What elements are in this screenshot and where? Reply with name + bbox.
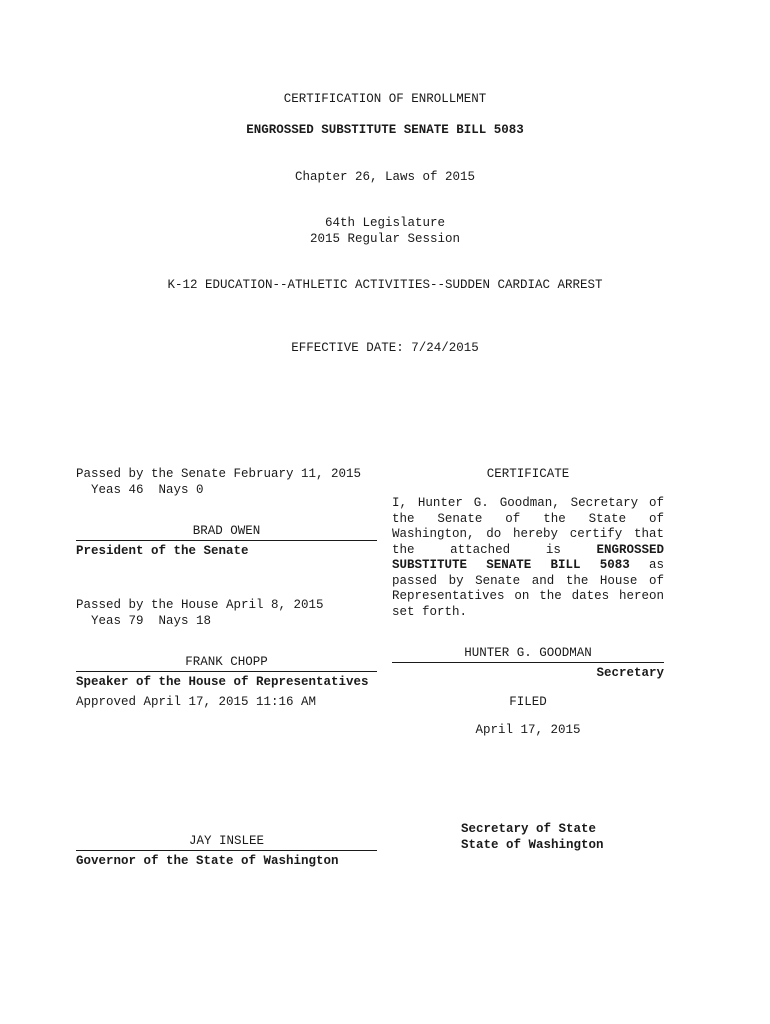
certificate-heading: CERTIFICATE	[486, 467, 570, 481]
cert-line	[392, 558, 664, 574]
cert-line: set forth.	[392, 604, 468, 619]
chapter-line: Chapter 26, Laws of 2015	[294, 170, 476, 184]
secretary-signer: HUNTER G. GOODMAN	[464, 646, 592, 660]
legislature-line: 64th Legislature	[324, 216, 446, 230]
cert-word: 5083	[599, 558, 649, 572]
approved-line: Approved April 17, 2015 11:16 AM	[76, 695, 317, 709]
cert-line: Washington, do hereby certify that	[392, 527, 664, 541]
secretary-title: Secretary	[596, 666, 664, 680]
senate-signer: BRAD OWEN	[192, 524, 261, 538]
secretary-signature-line	[392, 662, 664, 663]
senate-signature-line	[76, 540, 377, 541]
subject-line: K-12 EDUCATION--ATHLETIC ACTIVITIES--SUDDEN CARDIAC ARREST	[167, 278, 603, 292]
cert-line: I, Hunter G. Goodman, Secretary of	[392, 496, 664, 510]
session-line: 2015 Regular Session	[309, 232, 461, 246]
secretary-of-state: Secretary of State	[461, 822, 597, 836]
cert-word: BILL	[550, 558, 600, 572]
governor-signature-line	[76, 850, 377, 851]
cert-word: SENATE	[486, 558, 551, 572]
cert-word: as	[649, 558, 665, 572]
certificate-body	[392, 496, 664, 620]
governor-title: Governor of the State of Washington	[76, 854, 339, 868]
cert-word: SUBSTITUTE	[392, 558, 487, 572]
cert-line-bill	[392, 543, 664, 559]
cert-line: passed by Senate and the House of	[392, 573, 664, 588]
cert-word: attached	[450, 542, 546, 557]
certification-title: CERTIFICATION OF ENROLLMENT	[283, 92, 487, 106]
filed-label: FILED	[509, 695, 547, 709]
house-title: Speaker of the House of Representatives	[76, 675, 369, 689]
cert-line: Representatives on the dates hereon	[392, 589, 664, 603]
cert-word: ENGROSSED	[596, 542, 664, 557]
house-signer: FRANK CHOPP	[185, 655, 268, 669]
effective-date: EFFECTIVE DATE: 7/24/2015	[291, 341, 479, 355]
senate-passed: Passed by the Senate February 11, 2015	[76, 467, 362, 481]
cert-word: the	[392, 542, 451, 557]
senate-votes: Yeas 46 Nays 0	[91, 483, 204, 497]
state-of-washington: State of Washington	[461, 838, 604, 852]
cert-word: is	[545, 542, 597, 557]
bill-title: ENGROSSED SUBSTITUTE SENATE BILL 5083	[246, 123, 524, 137]
cert-line	[392, 543, 664, 557]
governor-signer: JAY INSLEE	[188, 834, 264, 848]
senate-title: President of the Senate	[76, 544, 249, 558]
house-passed: Passed by the House April 8, 2015	[76, 598, 324, 612]
house-signature-line	[76, 671, 377, 672]
cert-line: the Senate of the State of	[392, 511, 664, 526]
filed-date: April 17, 2015	[475, 723, 581, 737]
house-votes: Yeas 79 Nays 18	[91, 614, 212, 628]
